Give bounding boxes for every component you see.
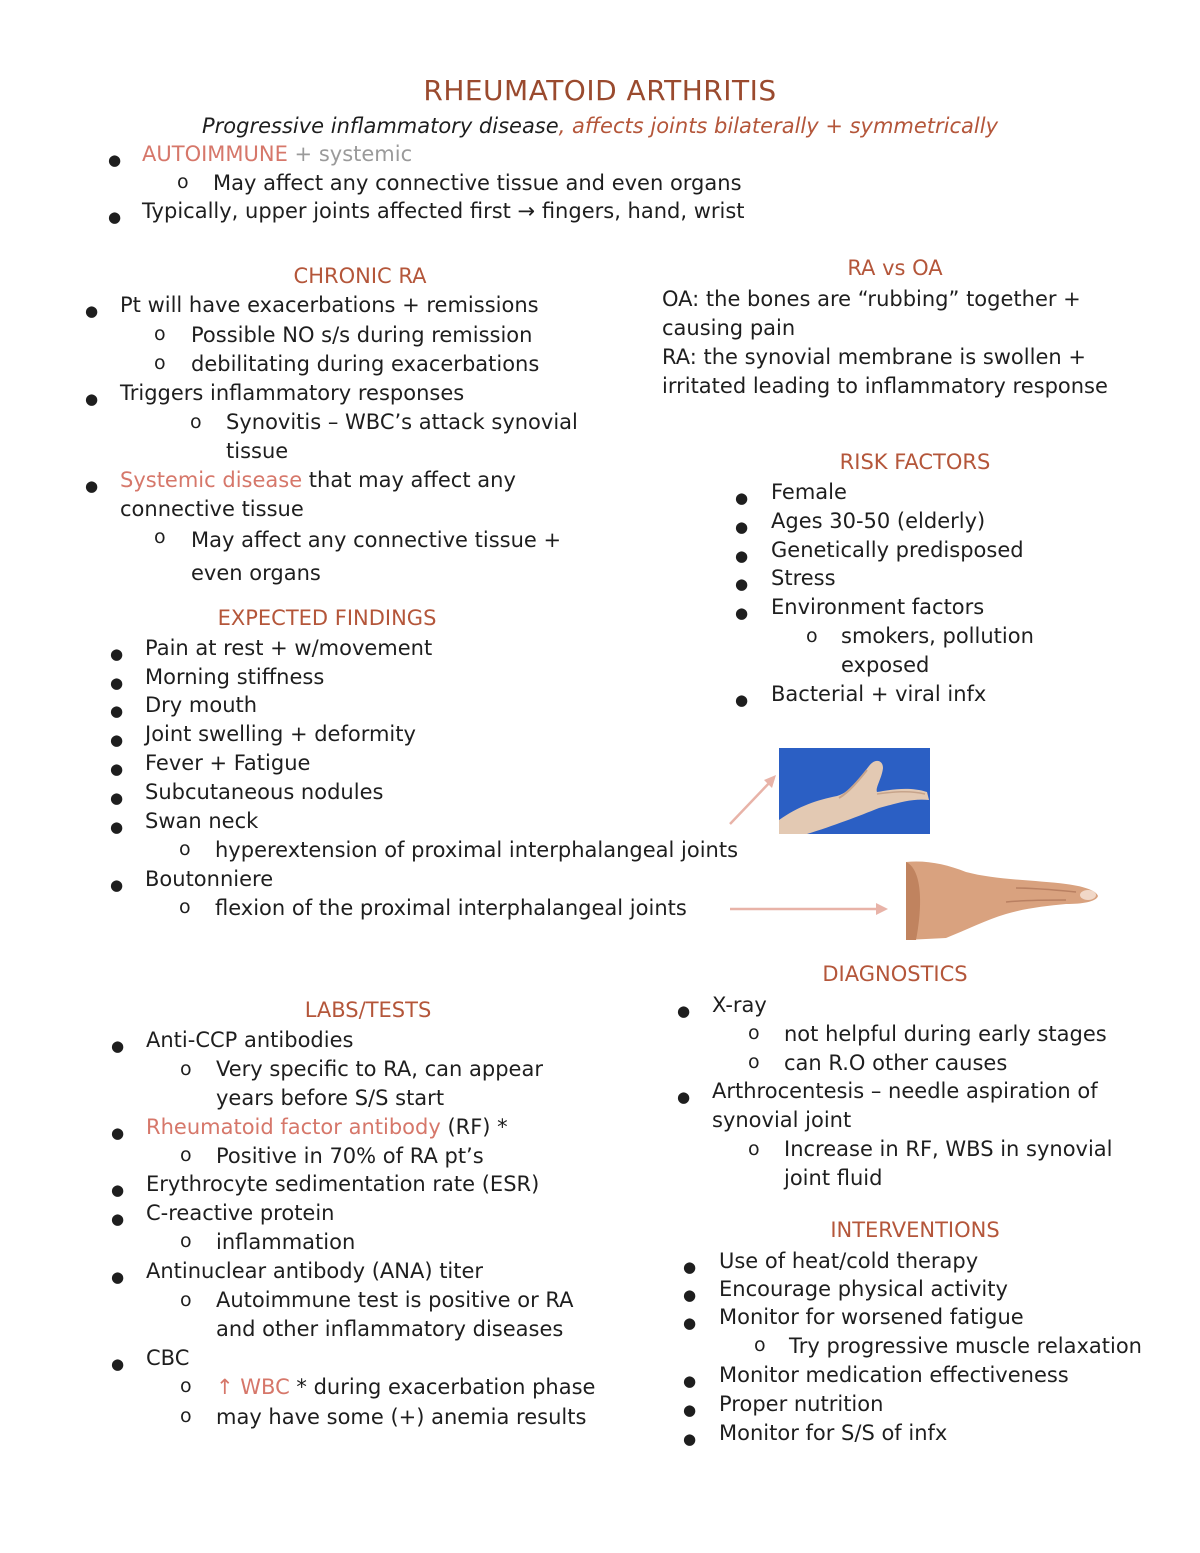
lab-ana-sub: Autoimmune test is positive or RA and other inflammatory diseases	[216, 1288, 574, 1341]
page-title: RHEUMATOID ARTHRITIS	[423, 74, 777, 107]
rf-label: Rheumatoid factor antibody	[146, 1115, 441, 1139]
sub-bullet-icon: o	[180, 1058, 192, 1080]
chronic-exacerbations: Pt will have exacerbations + remissions	[120, 293, 539, 317]
intro-upper-joints: Typically, upper joints affected first → fingers, hand, wrist	[142, 199, 745, 223]
bullet-icon: ●	[735, 518, 749, 536]
bullet-icon: ●	[735, 489, 749, 507]
sub-bullet-icon: o	[806, 625, 818, 647]
bullet-icon: ●	[735, 604, 749, 622]
intervention-item: Encourage physical activity	[719, 1277, 1008, 1301]
chronic-may-affect: May affect any connective tissue + even organs	[191, 528, 562, 585]
bullet-icon: ●	[110, 645, 124, 663]
chronic-heading: CHRONIC RA	[293, 264, 427, 288]
bullet-icon: ●	[683, 1401, 697, 1419]
bullet-icon: ●	[735, 547, 749, 565]
finding-item: Subcutaneous nodules	[145, 780, 384, 804]
bullet-icon: ●	[85, 302, 99, 320]
sub-bullet-icon: o	[180, 1144, 192, 1166]
bullet-icon: ●	[108, 208, 122, 226]
sub-bullet-icon: o	[748, 1138, 760, 1160]
bullet-icon: ●	[111, 1037, 125, 1055]
subtitle-emphasis: , affects joints bilaterally + symmetrically	[558, 114, 999, 138]
page-subtitle	[0, 114, 1200, 138]
finding-item: Pain at rest + w/movement	[145, 636, 433, 660]
sub-bullet-icon: o	[154, 323, 166, 345]
wbc-label: ↑ WBC	[216, 1375, 290, 1399]
risk-env-sub: smokers, pollution exposed	[841, 624, 1034, 677]
sub-bullet-icon: o	[154, 526, 166, 548]
ra-vs-oa-oa: OA: the bones are “rubbing” together + causing pain	[662, 287, 1081, 340]
swan-neck-arrow	[730, 780, 772, 824]
bullet-icon: ●	[111, 1268, 125, 1286]
bullet-icon: ●	[110, 731, 124, 749]
bullet-icon: ●	[110, 876, 124, 894]
lab-anemia: may have some (+) anemia results	[216, 1405, 587, 1429]
sub-bullet-icon: o	[179, 896, 191, 918]
bullet-icon: ●	[677, 1002, 691, 1020]
intro-connective: May affect any connective tissue and even organs	[213, 171, 742, 195]
bullet-icon: ●	[111, 1210, 125, 1228]
bullet-icon: ●	[683, 1430, 697, 1448]
finding-item: Joint swelling + deformity	[145, 722, 416, 746]
systemic-disease-rest: that may affect any connective tissue	[120, 468, 516, 521]
finding-boutonniere: Boutonniere	[145, 867, 274, 891]
chronic-synovitis: Synovitis – WBC’s attack synovial tissue	[226, 410, 578, 463]
intervention-item: Monitor medication effectiveness	[719, 1363, 1069, 1387]
lab-crp-sub: inflammation	[216, 1230, 356, 1254]
sub-bullet-icon: o	[748, 1051, 760, 1073]
bullet-icon: ●	[85, 390, 99, 408]
bullet-icon: ●	[110, 702, 124, 720]
diagnostics-heading: DIAGNOSTICS	[822, 962, 968, 986]
bullet-icon: ●	[111, 1181, 125, 1199]
sub-bullet-icon: o	[180, 1405, 192, 1427]
finding-item: Dry mouth	[145, 693, 258, 717]
bullet-icon: ●	[108, 151, 122, 169]
findings-heading: EXPECTED FINDINGS	[217, 606, 437, 630]
sub-bullet-icon: o	[180, 1230, 192, 1252]
bullet-icon: ●	[735, 691, 749, 709]
lab-anti-ccp: Anti-CCP antibodies	[146, 1028, 354, 1052]
finding-item: Morning stiffness	[145, 665, 325, 689]
finding-bout-sub: flexion of the proximal interphalangeal joints	[215, 896, 687, 920]
finding-swan-sub: hyperextension of proximal interphalangeal joints	[215, 838, 739, 862]
sub-bullet-icon: o	[180, 1375, 192, 1397]
lab-rf	[146, 1113, 508, 1142]
risk-item-infx: Bacterial + viral infx	[771, 682, 987, 706]
ra-vs-oa-ra: RA: the synovial membrane is swollen + irritated leading to inflammatory response	[662, 345, 1108, 398]
autoimmune-label: AUTOIMMUNE	[142, 142, 288, 166]
risk-item: Female	[771, 480, 847, 504]
arrows-overlay	[720, 770, 900, 930]
bullet-icon: ●	[110, 760, 124, 778]
bullet-icon: ●	[110, 789, 124, 807]
chronic-debilitating: debilitating during exacerbations	[191, 352, 540, 376]
chronic-triggers: Triggers inflammatory responses	[120, 381, 465, 405]
rf-rest: (RF) *	[440, 1115, 508, 1139]
sub-bullet-icon: o	[748, 1022, 760, 1044]
lab-esr: Erythrocyte sedimentation rate (ESR)	[146, 1172, 540, 1196]
diag-xray-sub: not helpful during early stages	[784, 1022, 1107, 1046]
sub-bullet-icon: o	[154, 352, 166, 374]
diag-arthrocentesis: Arthrocentesis – needle aspiration of synovial joint	[712, 1079, 1098, 1132]
boutonniere-hand-photo	[906, 858, 1100, 940]
bullet-icon: ●	[735, 575, 749, 593]
ra-vs-oa-heading: RA vs OA	[847, 256, 943, 280]
bullet-icon: ●	[683, 1372, 697, 1390]
risk-heading: RISK FACTORS	[839, 450, 991, 474]
bullet-icon: ●	[683, 1258, 697, 1276]
risk-item: Environment factors	[771, 595, 985, 619]
risk-item: Stress	[771, 566, 836, 590]
intervention-item: Monitor for S/S of infx	[719, 1421, 948, 1445]
wbc-rest: * during exacerbation phase	[289, 1375, 596, 1399]
lab-ana: Antinuclear antibody (ANA) titer	[146, 1259, 484, 1283]
boutonniere-arrowhead	[876, 903, 888, 915]
intro-autoimmune	[142, 140, 412, 169]
diag-xray: X-ray	[712, 993, 767, 1017]
bullet-icon: ●	[683, 1314, 697, 1332]
bullet-icon: ●	[110, 674, 124, 692]
bullet-icon: ●	[85, 477, 99, 495]
lab-wbc	[216, 1373, 595, 1402]
bullet-icon: ●	[683, 1286, 697, 1304]
risk-item: Genetically predisposed	[771, 538, 1024, 562]
chronic-systemic	[120, 466, 570, 524]
lab-anti-ccp-sub: Very specific to RA, can appear years before S/S start	[216, 1057, 543, 1110]
sub-bullet-icon: o	[190, 411, 202, 433]
systemic-label: + systemic	[287, 142, 413, 166]
lab-rf-sub: Positive in 70% of RA pt’s	[216, 1144, 484, 1168]
interventions-heading: INTERVENTIONS	[830, 1218, 1000, 1242]
sub-bullet-icon: o	[177, 171, 189, 193]
lab-cbc: CBC	[146, 1346, 190, 1370]
risk-item: Ages 30-50 (elderly)	[771, 509, 986, 533]
sub-bullet-icon: o	[179, 838, 191, 860]
intervention-item: Use of heat/cold therapy	[719, 1249, 979, 1273]
bullet-icon: ●	[110, 818, 124, 836]
diag-xray-sub: can R.O other causes	[784, 1051, 1008, 1075]
bullet-icon: ●	[111, 1124, 125, 1142]
systemic-disease-label: Systemic disease	[120, 468, 303, 492]
diag-arthro-sub: Increase in RF, WBS in synovial joint fluid	[784, 1137, 1113, 1190]
sub-bullet-icon: o	[754, 1334, 766, 1356]
intervention-item: Monitor for worsened fatigue	[719, 1305, 1024, 1329]
lab-crp: C-reactive protein	[146, 1201, 335, 1225]
subtitle-main: Progressive inflammatory disease	[201, 114, 559, 138]
intervention-item: Proper nutrition	[719, 1392, 884, 1416]
chronic-no-ss: Possible NO s/s during remission	[191, 323, 533, 347]
bullet-icon: ●	[111, 1355, 125, 1373]
finding-item: Fever + Fatigue	[145, 751, 311, 775]
intervention-pmr: Try progressive muscle relaxation	[789, 1334, 1142, 1358]
labs-heading: LABS/TESTS	[304, 998, 432, 1022]
bullet-icon: ●	[677, 1088, 691, 1106]
finding-swan-neck: Swan neck	[145, 809, 259, 833]
sub-bullet-icon: o	[180, 1289, 192, 1311]
